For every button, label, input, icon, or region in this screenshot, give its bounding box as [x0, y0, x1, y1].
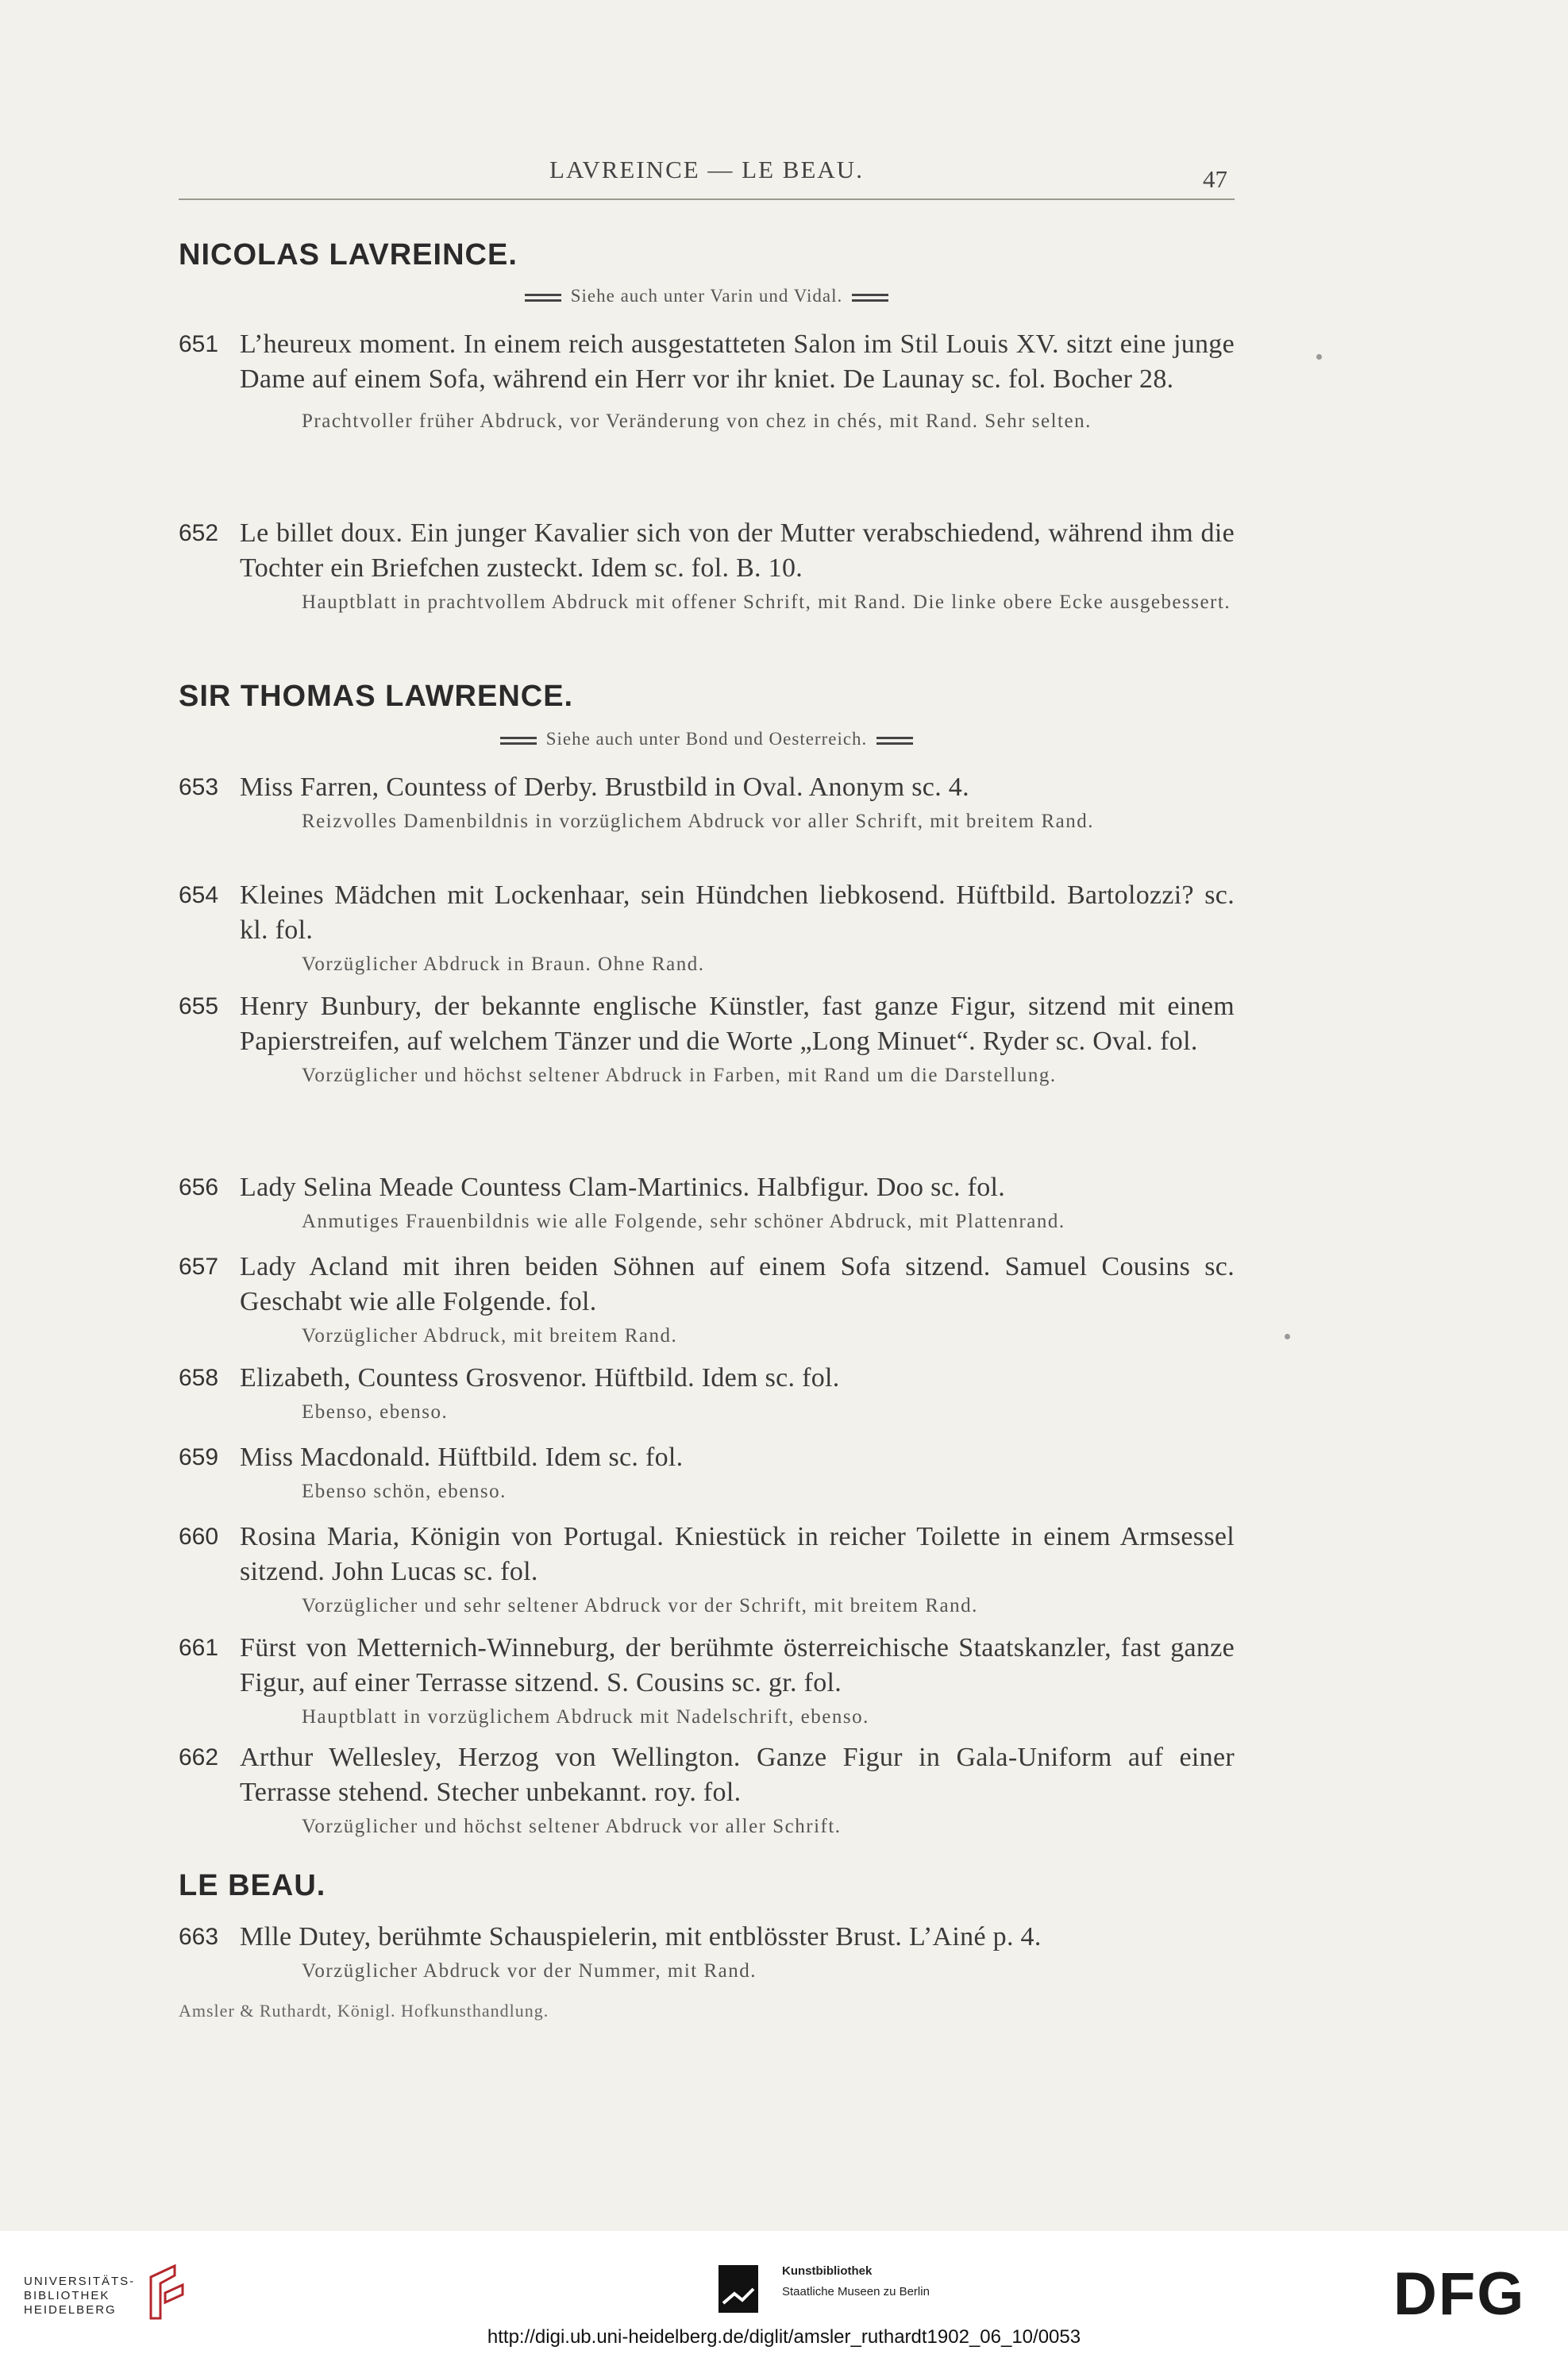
university-library-logo[interactable]: UNIVERSITÄTS- BIBLIOTHEK HEIDELBERG: [24, 2275, 136, 2317]
entry-note: Vorzüglicher Abdruck, mit breitem Rand.: [302, 1325, 678, 1347]
catalogue-entry-652: [179, 516, 1235, 618]
entry-text: Lady Selina Meade Countess Clam-Martinics. Halbfigur. Doo sc. fol.: [240, 1173, 1006, 1202]
see-also-lavreince: Siehe auch unter Varin und Vidal.: [179, 286, 1235, 306]
catalogue-entry-661: [179, 1631, 1235, 1733]
entry-number: 655: [179, 993, 219, 1019]
running-head: LAVREINCE — LE BEAU.: [549, 156, 864, 183]
entry-text: Rosina Maria, Königin von Portugal. Kniestück in reicher Toilette in einem Armsessel sitzend. John Lucas sc. fol.: [240, 1522, 1235, 1586]
entry-note: Ebenso, ebenso.: [302, 1401, 449, 1423]
entry-text: Mlle Dutey, berühmte Schauspielerin, mit entblösster Brust. L’Ainé p. 4.: [240, 1922, 1042, 1952]
catalogue-entry-663: [179, 1920, 1235, 1987]
entry-note: Vorzüglicher und höchst seltener Abdruck vor aller Schrift.: [302, 1816, 842, 1837]
entry-text: L’heureux moment. In einem reich ausgestatteten Salon im Stil Louis XV. sitzt eine junge Dame auf einem Sofa, während ein Herr vor ihr kniet. De Launay sc. fol. Bocher 28.: [240, 329, 1235, 394]
entry-number: 656: [179, 1174, 219, 1200]
entry-note: Hauptblatt in prachtvollem Abdruck mit offener Schrift, mit Rand. Die linke obere Ecke ausgebessert.: [302, 591, 1231, 613]
catalogue-entry-656: [179, 1170, 1235, 1238]
catalogue-entry-658: [179, 1361, 1235, 1428]
entry-number: 651: [179, 331, 219, 357]
section-title-le-beau: LE BEAU.: [179, 1869, 326, 1902]
entry-text: Le billet doux. Ein junger Kavalier sich von der Mutter verabschiedend, während ihm die Tochter ein Briefchen zusteckt. Idem sc. fol. B. 10.: [240, 518, 1235, 583]
double-rule-left: [525, 294, 561, 302]
entry-text: Henry Bunbury, der bekannte englische Künstler, fast ganze Figur, sitzend mit einem Papierstreifen, auf welchem Tänzer und die Worte „Long Minuet“. Ryder sc. Oval. fol.: [240, 992, 1235, 1056]
entry-text: Elizabeth, Countess Grosvenor. Hüftbild. Idem sc. fol.: [240, 1363, 840, 1393]
entry-number: 653: [179, 774, 219, 800]
entry-number: 652: [179, 520, 219, 546]
catalogue-entry-657: [179, 1250, 1235, 1352]
kunstbibliothek-emblem-icon: [719, 2265, 758, 2313]
entry-note: Vorzüglicher Abdruck vor der Nummer, mit Rand.: [302, 1960, 757, 1982]
entry-number: 663: [179, 1924, 219, 1950]
dfg-logo[interactable]: DFG: [1393, 2260, 1526, 2328]
entry-number: 654: [179, 882, 219, 908]
paper-speck: [1316, 354, 1322, 360]
entry-text: Fürst von Metternich-Winneburg, der berühmte österreichische Staatskanzler, fast ganze Figur, auf einer Terrasse sitzend. S. Cousins sc. gr. fol.: [240, 1633, 1235, 1697]
paper-speck: [1285, 1334, 1290, 1339]
entry-text: Kleines Mädchen mit Lockenhaar, sein Hündchen liebkosend. Hüftbild. Bartolozzi? sc. kl. fol.: [240, 880, 1235, 945]
entry-text: Lady Acland mit ihren beiden Söhnen auf einem Sofa sitzend. Samuel Cousins sc. Geschabt wie alle Folgende. fol.: [240, 1252, 1235, 1316]
double-rule-left: [500, 737, 537, 745]
publisher-imprint: Amsler & Ruthardt, Königl. Hofkunsthandlung.: [179, 2001, 549, 2021]
kunstbibliothek-subtitle: Staatliche Museen zu Berlin: [782, 2285, 930, 2298]
entry-number: 661: [179, 1635, 219, 1661]
catalogue-entry-662: [179, 1740, 1235, 1843]
entry-note: Anmutiges Frauenbildnis wie alle Folgende, sehr schöner Abdruck, mit Plattenrand.: [302, 1211, 1065, 1232]
entry-note: Vorzüglicher und höchst seltener Abdruck in Farben, mit Rand um die Darstellung.: [302, 1065, 1057, 1086]
entry-number: 660: [179, 1524, 219, 1550]
double-rule-right: [852, 294, 888, 302]
entry-note: Prachtvoller früher Abdruck, vor Veränderung von chez in chés, mit Rand. Sehr selten.: [302, 410, 1092, 432]
entry-number: 659: [179, 1444, 219, 1470]
double-rule-right: [876, 737, 913, 745]
permalink-url[interactable]: http://digi.ub.uni-heidelberg.de/diglit/amsler_ruthardt1902_06_10/0053: [487, 2326, 1081, 2348]
kunstbibliothek-name: Kunstbibliothek: [782, 2264, 873, 2278]
catalogue-entry-654: [179, 878, 1235, 981]
section-title-lawrence: SIR THOMAS LAWRENCE.: [179, 680, 574, 713]
catalogue-entry-651: [179, 327, 1235, 437]
catalogue-entry-660: [179, 1520, 1235, 1622]
entry-number: 658: [179, 1365, 219, 1391]
entry-number: 662: [179, 1744, 219, 1770]
entry-note: Vorzüglicher Abdruck in Braun. Ohne Rand.: [302, 954, 705, 975]
entry-note: Ebenso schön, ebenso.: [302, 1481, 507, 1502]
see-also-lawrence: Siehe auch unter Bond und Oesterreich.: [179, 729, 1235, 749]
entry-number: 657: [179, 1254, 219, 1280]
entry-text: Arthur Wellesley, Herzog von Wellington. Ganze Figur in Gala-Uniform auf einer Terrasse stehend. Stecher unbekannt. roy. fol.: [240, 1743, 1235, 1807]
entry-note: Vorzüglicher und sehr seltener Abdruck vor der Schrift, mit breitem Rand.: [302, 1595, 978, 1616]
page-number: 47: [1203, 165, 1227, 193]
catalogue-entry-653: [179, 770, 1235, 838]
university-emblem-icon: [143, 2261, 191, 2323]
header-rule: [179, 198, 1235, 200]
catalogue-entry-659: [179, 1440, 1235, 1508]
entry-text: Miss Farren, Countess of Derby. Brustbild in Oval. Anonym sc. 4.: [240, 773, 969, 802]
entry-note: Hauptblatt in vorzüglichem Abdruck mit Nadelschrift, ebenso.: [302, 1706, 869, 1728]
section-title-lavreince: NICOLAS LAVREINCE.: [179, 238, 518, 272]
catalogue-entry-655: [179, 989, 1235, 1092]
entry-text: Miss Macdonald. Hüftbild. Idem sc. fol.: [240, 1443, 684, 1472]
entry-note: Reizvolles Damenbildnis in vorzüglichem Abdruck vor aller Schrift, mit breitem Rand.: [302, 811, 1095, 832]
